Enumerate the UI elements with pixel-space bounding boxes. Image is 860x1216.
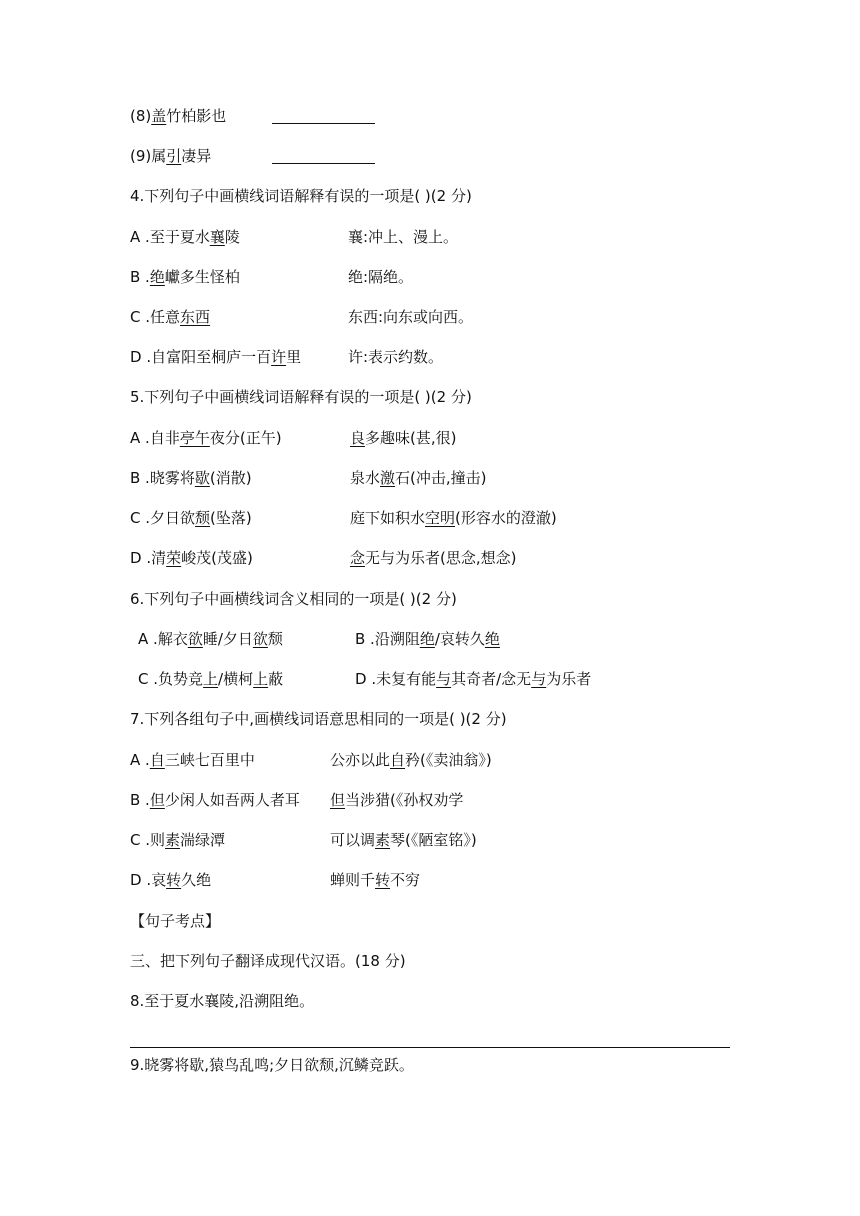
option-text-post: 三峡七百里中 (164, 751, 255, 769)
option-underlined: 绝 (484, 630, 500, 648)
item-8-pre: (8) (130, 107, 152, 125)
q6-option-a[interactable] (138, 629, 283, 649)
question-6-stem: 6.下列句子中画横线词含义相同的一项是( )(2 分) (130, 590, 457, 608)
item-8-answer-blank[interactable] (272, 123, 375, 124)
option-underlined: 自 (149, 751, 165, 769)
option-underlined: 与 (531, 670, 547, 688)
option-text-pre: 则 (150, 831, 166, 849)
option-letter: B . (130, 791, 150, 809)
q4-option-b-note: 绝:隔绝。 (348, 268, 414, 286)
q4-option-d-note: 许:表示约数。 (348, 348, 444, 366)
option-underlined: 但 (330, 791, 346, 809)
option-text: 未复有能 (376, 670, 437, 688)
section-title: 【句子考点】 (130, 912, 221, 930)
option-letter: C . (130, 308, 151, 326)
option-underlined: 荣 (166, 549, 182, 567)
option-text: 负势竞 (158, 670, 204, 688)
option-underlined: 转 (375, 871, 391, 889)
option-text-post: (形容水的澄澈) (455, 509, 557, 527)
option-text-post: 石(冲击,撞击) (395, 469, 487, 487)
option-text-post: 陵 (224, 228, 240, 246)
option-underlined: 绝 (419, 630, 435, 648)
q5-option-b-right (350, 468, 487, 488)
q4-option-c[interactable] (130, 307, 210, 327)
q5-option-c-right (350, 508, 557, 528)
q7-option-c-right (330, 830, 477, 850)
sentence-8-answer-line[interactable] (130, 1047, 730, 1048)
option-underlined: 欲 (187, 630, 203, 648)
item-8 (130, 106, 226, 126)
q6-option-d[interactable] (355, 669, 591, 689)
option-letter: C . (130, 509, 151, 527)
option-underlined: 东西 (180, 308, 211, 326)
item-9-post: 凄异 (181, 147, 212, 165)
option-text-post: 巘多生怪柏 (164, 268, 240, 286)
option-text-pre: 任意 (150, 308, 181, 326)
option-text-post: 琴(《陋室铭》) (390, 831, 477, 849)
option-text-pre: 自非 (149, 429, 180, 447)
q7-option-d-right (330, 870, 420, 890)
option-underlined: 但 (149, 791, 165, 809)
q4-option-a[interactable] (130, 227, 240, 247)
option-text: /哀转久 (434, 630, 485, 648)
option-letter: D . (130, 549, 152, 567)
option-text-post: 少闲人如吾两人者耳 (164, 791, 300, 809)
question-4-stem: 4.下列句子中画横线词语解释有误的一项是( )(2 分) (130, 187, 472, 205)
option-text: 解衣 (157, 630, 188, 648)
q7-option-c[interactable] (130, 830, 225, 850)
option-underlined: 上 (203, 670, 219, 688)
option-text-pre: 自富阳至桐庐一百 (151, 348, 272, 366)
option-text-pre: 庭下如积水 (350, 509, 426, 527)
q4-option-d[interactable] (130, 347, 301, 367)
option-underlined: 转 (166, 871, 182, 889)
option-underlined: 空明 (425, 509, 456, 527)
option-text-pre: 可以调 (330, 831, 376, 849)
option-letter: A . (130, 228, 150, 246)
option-letter: D . (130, 871, 152, 889)
option-underlined: 绝 (149, 268, 165, 286)
item-9 (130, 146, 211, 166)
option-text-pre: 公亦以此 (330, 751, 391, 769)
option-underlined: 许 (271, 348, 287, 366)
option-text: /横柯 (218, 670, 254, 688)
option-text: 蔽 (268, 670, 284, 688)
q5-option-b[interactable] (130, 468, 252, 488)
option-text-post: (坠落) (210, 509, 252, 527)
sentence-9: 9.晓雾将歇,猿鸟乱鸣;夕日欲颓,沉鳞竞跃。 (130, 1056, 414, 1074)
q6-option-b[interactable] (355, 629, 500, 649)
item-9-pre: (9)属 (130, 147, 167, 165)
option-underlined: 激 (380, 469, 396, 487)
option-text-pre: 哀 (151, 871, 167, 889)
option-text-pre: 晓雾将 (149, 469, 195, 487)
option-text-post: 里 (286, 348, 302, 366)
option-text-post: 不穷 (390, 871, 421, 889)
q5-option-d-right (350, 548, 517, 568)
option-letter: A . (130, 751, 150, 769)
question-5-stem: 5.下列句子中画横线词语解释有误的一项是( )(2 分) (130, 388, 472, 406)
option-text: 为乐者 (546, 670, 592, 688)
option-text-post: 夜分(正午) (209, 429, 282, 447)
option-text-pre: 泉水 (350, 469, 381, 487)
q5-option-d[interactable] (130, 548, 253, 568)
item-9-answer-blank[interactable] (272, 163, 375, 164)
q7-option-a[interactable] (130, 750, 255, 770)
option-text-post: 久绝 (181, 871, 212, 889)
option-text-post: 无与为乐者(思念,想念) (365, 549, 517, 567)
option-underlined: 歇 (194, 469, 210, 487)
item-8-post: 竹柏影也 (166, 107, 227, 125)
option-underlined: 良 (350, 429, 366, 447)
option-text-post: 多趣味(甚,很) (365, 429, 457, 447)
option-underlined: 颓 (195, 509, 211, 527)
q5-option-a-right (350, 428, 457, 448)
q4-option-b[interactable] (130, 267, 240, 287)
option-text: 其奇者/念无 (451, 670, 532, 688)
option-text-pre: 夕日欲 (150, 509, 196, 527)
option-text: 颓 (267, 630, 283, 648)
q7-option-d[interactable] (130, 870, 211, 890)
option-text-pre: 清 (151, 549, 167, 567)
option-text-post: 峻茂(茂盛) (181, 549, 253, 567)
option-underlined: 素 (165, 831, 181, 849)
item-8-underlined: 盖 (151, 107, 167, 125)
question-7-stem: 7.下列各组句子中,画横线词语意思相同的一项是( )(2 分) (130, 710, 507, 728)
q4-option-a-note: 襄:冲上、漫上。 (348, 228, 459, 246)
q5-option-c[interactable] (130, 508, 252, 528)
option-text-post: 矜(《卖油翁》) (405, 751, 492, 769)
option-letter: B . (130, 469, 150, 487)
option-letter: D . (355, 670, 377, 688)
option-text-post: 当涉猎(《孙权劝学 (345, 791, 464, 809)
option-letter: A . (138, 630, 158, 648)
item-9-underlined: 引 (166, 147, 182, 165)
q5-option-a[interactable] (130, 428, 282, 448)
option-letter: A . (130, 429, 150, 447)
option-letter: B . (130, 268, 150, 286)
option-letter: C . (130, 831, 151, 849)
option-underlined: 与 (436, 670, 452, 688)
part-3-title: 三、把下列句子翻译成现代汉语。(18 分) (130, 952, 406, 970)
sentence-8: 8.至于夏水襄陵,沿溯阻绝。 (130, 992, 315, 1010)
option-underlined: 念 (350, 549, 366, 567)
option-letter: B . (355, 630, 375, 648)
option-letter: C . (138, 670, 159, 688)
option-text-post: (消散) (209, 469, 252, 487)
option-underlined: 亭午 (179, 429, 210, 447)
option-underlined: 素 (375, 831, 391, 849)
option-text-post: 湍绿潭 (180, 831, 226, 849)
q7-option-b-right (330, 790, 463, 810)
q7-option-b[interactable] (130, 790, 300, 810)
q6-option-c[interactable] (138, 669, 283, 689)
option-underlined: 上 (253, 670, 269, 688)
q7-option-a-right (330, 750, 492, 770)
option-underlined: 自 (390, 751, 406, 769)
option-text: 睡/夕日 (202, 630, 253, 648)
option-text: 沿溯阻 (374, 630, 420, 648)
q4-option-c-note: 东西:向东或向西。 (348, 308, 474, 326)
option-text-pre: 蝉则千 (330, 871, 376, 889)
option-letter: D . (130, 348, 152, 366)
option-text-pre: 至于夏水 (149, 228, 210, 246)
option-underlined: 欲 (252, 630, 268, 648)
option-underlined: 襄 (209, 228, 225, 246)
